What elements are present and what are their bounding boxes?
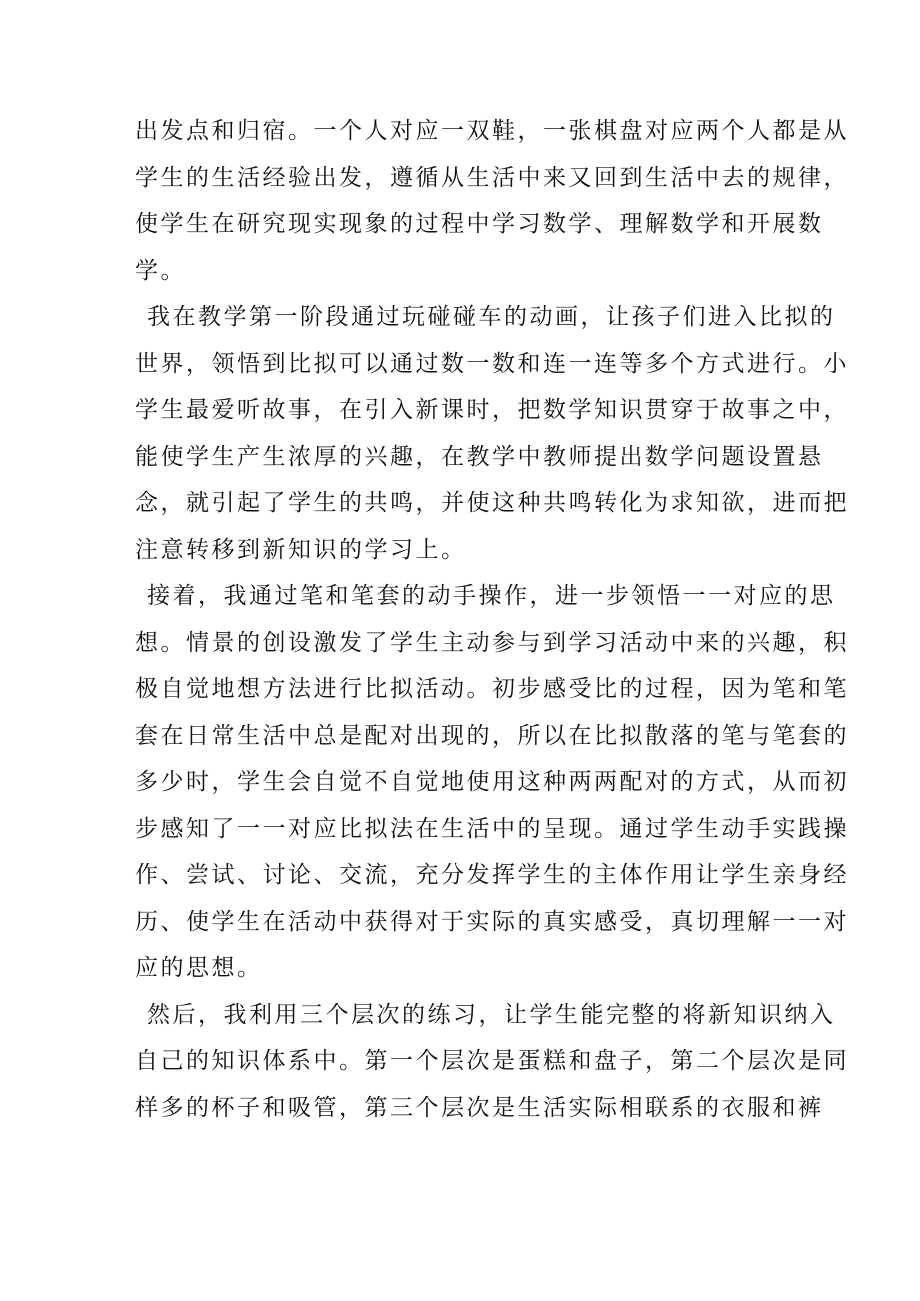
- text-line: 学。: [135, 257, 186, 284]
- text-line: 自己的知识体系中。第一个层次是蛋糕和盘子，第二个层次是同: [135, 1048, 849, 1074]
- text-line: 应的思想。: [135, 955, 263, 981]
- text-line: 想。情景的创设激发了学生主动参与到学习活动中来的兴趣，积: [135, 629, 849, 656]
- text-line: 出发点和归宿。一个人对应一双鞋，一张棋盘对应两个人都是从: [135, 118, 849, 144]
- text-line: 然后，我利用三个层次的练习，让学生能完整的将新知识纳入: [147, 1001, 836, 1028]
- paragraph-1: [135, 108, 849, 294]
- text-line: 学生最爱听故事，在引入新课时，把数学知识贯穿于故事之中，: [135, 397, 849, 423]
- text-line: 接着，我通过笔和笔套的动手操作，进一步领悟一一对应的思: [147, 583, 836, 609]
- paragraph-3: [135, 573, 849, 992]
- text-line: 套在日常生活中总是配对出现的，所以在比拟散落的笔与笔套的: [135, 722, 849, 749]
- text-line: 使学生在研究现实现象的过程中学习数学、理解数学和开展数: [135, 211, 824, 237]
- text-line: 历、使学生在活动中获得对于实际的真实感受，真切理解一一对: [135, 908, 849, 935]
- body-text: [135, 108, 849, 1131]
- text-line: 作、尝试、讨论、交流，充分发挥学生的主体作用让学生亲身经: [135, 862, 849, 888]
- text-line: 学生的生活经验出发，遵循从生活中来又回到生活中去的规律，: [135, 164, 849, 191]
- text-line: 多少时，学生会自觉不自觉地使用这种两两配对的方式，从而初: [135, 769, 849, 795]
- text-line: 极自觉地想方法进行比拟活动。初步感受比的过程，因为笔和笔: [135, 676, 849, 702]
- text-line: 世界，领悟到比拟可以通过数一数和连一连等多个方式进行。小: [135, 350, 849, 377]
- paragraph-4: [135, 992, 849, 1132]
- text-line: 样多的杯子和吸管，第三个层次是生活实际相联系的衣服和裤: [135, 1094, 824, 1121]
- text-line: 步感知了一一对应比拟法在生活中的呈现。通过学生动手实践操: [135, 815, 849, 842]
- text-line: 能使学生产生浓厚的兴趣，在教学中教师提出数学问题设置悬: [135, 443, 824, 470]
- paragraph-2: [135, 294, 849, 573]
- text-line: 我在教学第一阶段通过玩碰碰车的动画，让孩子们进入比拟的: [147, 304, 836, 330]
- text-line: 注意转移到新知识的学习上。: [135, 536, 467, 563]
- text-line: 念，就引起了学生的共鸣，并使这种共鸣转化为求知欲，进而把: [135, 490, 849, 516]
